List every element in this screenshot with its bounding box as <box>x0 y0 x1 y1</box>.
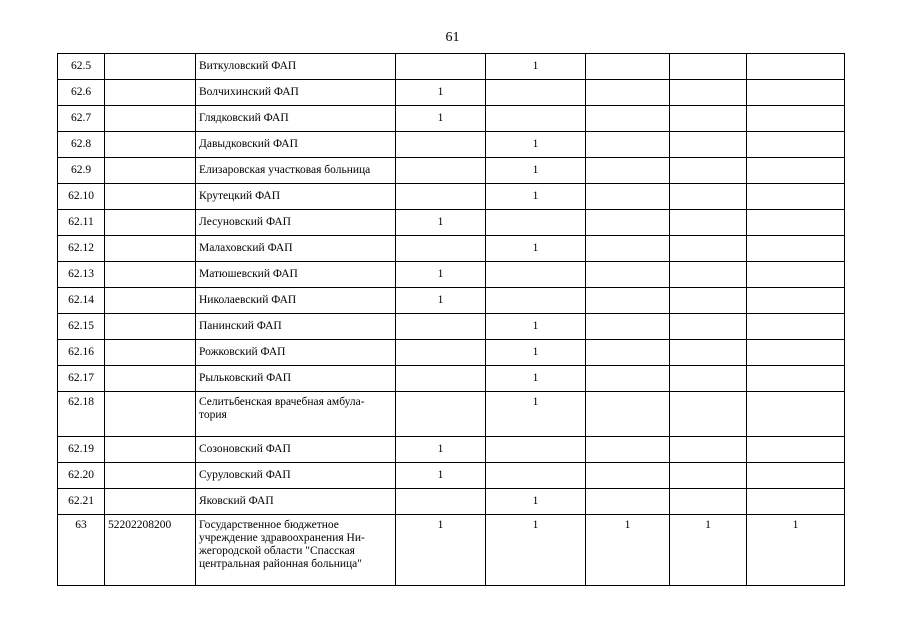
table-row <box>58 515 845 586</box>
row-number: 62.7 <box>58 106 105 132</box>
table-row <box>58 437 845 463</box>
row-value-2: 1 <box>486 236 586 262</box>
row-name-line: Селитьбенская врачебная амбула- <box>199 396 365 408</box>
row-value-2: 1 <box>486 392 586 437</box>
row-name: Лесуновский ФАП <box>196 210 396 236</box>
row-name: Виткуловский ФАП <box>196 54 396 80</box>
row-value-4 <box>670 210 747 236</box>
table-row <box>58 489 845 515</box>
row-number: 62.10 <box>58 184 105 210</box>
row-value-5 <box>747 236 845 262</box>
row-number: 62.12 <box>58 236 105 262</box>
row-value-4 <box>670 236 747 262</box>
row-value-1 <box>396 314 486 340</box>
row-value-5 <box>747 463 845 489</box>
table-row <box>58 132 845 158</box>
row-number: 63 <box>58 515 105 586</box>
row-number: 62.21 <box>58 489 105 515</box>
row-number: 62.9 <box>58 158 105 184</box>
row-value-4 <box>670 262 747 288</box>
row-code <box>105 54 196 80</box>
row-code <box>105 132 196 158</box>
row-value-3 <box>586 437 670 463</box>
table-row <box>58 340 845 366</box>
row-code <box>105 158 196 184</box>
row-code <box>105 262 196 288</box>
row-number: 62.16 <box>58 340 105 366</box>
table-row <box>58 158 845 184</box>
row-number: 62.17 <box>58 366 105 392</box>
row-name <box>196 392 396 437</box>
row-number: 62.14 <box>58 288 105 314</box>
table-row <box>58 366 845 392</box>
data-table <box>57 53 845 586</box>
row-value-2 <box>486 210 586 236</box>
row-value-1: 1 <box>396 288 486 314</box>
row-value-2 <box>486 463 586 489</box>
row-value-2: 1 <box>486 158 586 184</box>
row-code <box>105 210 196 236</box>
row-code <box>105 106 196 132</box>
row-name-line: тория <box>199 409 227 421</box>
row-value-1: 1 <box>396 80 486 106</box>
row-value-1 <box>396 340 486 366</box>
row-value-4 <box>670 314 747 340</box>
row-number: 62.5 <box>58 54 105 80</box>
row-code <box>105 489 196 515</box>
row-name: Суруловский ФАП <box>196 463 396 489</box>
row-value-1: 1 <box>396 262 486 288</box>
row-value-5 <box>747 314 845 340</box>
row-name: Волчихинский ФАП <box>196 80 396 106</box>
row-value-5 <box>747 54 845 80</box>
row-value-2 <box>486 437 586 463</box>
row-value-1: 1 <box>396 106 486 132</box>
row-value-4 <box>670 463 747 489</box>
row-value-3 <box>586 392 670 437</box>
row-value-1 <box>396 132 486 158</box>
row-value-3 <box>586 489 670 515</box>
row-name: Яковский ФАП <box>196 489 396 515</box>
table-row <box>58 314 845 340</box>
row-value-4 <box>670 340 747 366</box>
row-value-4 <box>670 184 747 210</box>
row-value-1 <box>396 158 486 184</box>
row-value-3 <box>586 158 670 184</box>
row-value-5 <box>747 80 845 106</box>
table-row <box>58 392 845 437</box>
row-value-1: 1 <box>396 210 486 236</box>
row-value-4: 1 <box>670 515 747 586</box>
row-number: 62.15 <box>58 314 105 340</box>
table-row <box>58 236 845 262</box>
row-value-4 <box>670 80 747 106</box>
row-number: 62.11 <box>58 210 105 236</box>
row-value-4 <box>670 366 747 392</box>
row-value-3 <box>586 236 670 262</box>
row-name: Елизаровская участковая больница <box>196 158 396 184</box>
table-row <box>58 184 845 210</box>
row-value-4 <box>670 489 747 515</box>
row-code <box>105 366 196 392</box>
row-value-1 <box>396 236 486 262</box>
row-number: 62.20 <box>58 463 105 489</box>
row-value-5 <box>747 437 845 463</box>
row-value-1: 1 <box>396 463 486 489</box>
row-value-3 <box>586 340 670 366</box>
row-value-2: 1 <box>486 314 586 340</box>
row-value-3 <box>586 366 670 392</box>
row-name: Созоновский ФАП <box>196 437 396 463</box>
row-value-5 <box>747 262 845 288</box>
row-value-3 <box>586 132 670 158</box>
row-value-2: 1 <box>486 340 586 366</box>
row-value-2 <box>486 262 586 288</box>
row-value-2: 1 <box>486 184 586 210</box>
row-value-3 <box>586 262 670 288</box>
row-value-4 <box>670 158 747 184</box>
row-number: 62.13 <box>58 262 105 288</box>
row-code <box>105 314 196 340</box>
row-value-2: 1 <box>486 132 586 158</box>
row-value-4 <box>670 54 747 80</box>
table-row <box>58 54 845 80</box>
table-row <box>58 463 845 489</box>
row-name: Рожковский ФАП <box>196 340 396 366</box>
row-value-3: 1 <box>586 515 670 586</box>
row-value-4 <box>670 437 747 463</box>
row-code <box>105 236 196 262</box>
row-name: Глядковский ФАП <box>196 106 396 132</box>
row-value-5 <box>747 489 845 515</box>
row-value-5 <box>747 106 845 132</box>
row-value-3 <box>586 106 670 132</box>
row-value-3 <box>586 288 670 314</box>
row-value-2: 1 <box>486 366 586 392</box>
row-value-5 <box>747 288 845 314</box>
table-row <box>58 262 845 288</box>
row-name: Матюшевский ФАП <box>196 262 396 288</box>
table-row <box>58 106 845 132</box>
row-value-5 <box>747 366 845 392</box>
row-value-5 <box>747 392 845 437</box>
row-value-5 <box>747 158 845 184</box>
row-value-1 <box>396 392 486 437</box>
row-name <box>196 515 396 586</box>
row-code <box>105 340 196 366</box>
page-number: 61 <box>445 30 460 45</box>
table-row <box>58 80 845 106</box>
table-row <box>58 288 845 314</box>
row-name: Панинский ФАП <box>196 314 396 340</box>
row-code <box>105 80 196 106</box>
row-code <box>105 184 196 210</box>
row-value-1 <box>396 489 486 515</box>
row-value-2 <box>486 80 586 106</box>
row-value-5 <box>747 184 845 210</box>
row-code <box>105 288 196 314</box>
row-value-2 <box>486 288 586 314</box>
row-name: Николаевский ФАП <box>196 288 396 314</box>
row-name-line: Государственное бюджетное <box>199 519 339 531</box>
row-name: Давыдковский ФАП <box>196 132 396 158</box>
row-value-1: 1 <box>396 515 486 586</box>
row-value-4 <box>670 392 747 437</box>
row-value-1 <box>396 184 486 210</box>
row-name: Рыльковский ФАП <box>196 366 396 392</box>
row-value-1 <box>396 366 486 392</box>
row-value-1: 1 <box>396 437 486 463</box>
row-name: Малаховский ФАП <box>196 236 396 262</box>
row-name-line: учреждение здравоохранения Ни- <box>199 532 365 544</box>
row-number: 62.8 <box>58 132 105 158</box>
row-name: Крутецкий ФАП <box>196 184 396 210</box>
row-value-3 <box>586 80 670 106</box>
row-value-5 <box>747 210 845 236</box>
row-value-4 <box>670 132 747 158</box>
row-code: 52202208200 <box>105 515 196 586</box>
row-value-3 <box>586 184 670 210</box>
row-code <box>105 463 196 489</box>
row-value-1 <box>396 54 486 80</box>
row-value-4 <box>670 288 747 314</box>
row-name-line: центральная районная больница" <box>199 558 362 570</box>
table-row <box>58 210 845 236</box>
row-code <box>105 437 196 463</box>
row-value-5 <box>747 132 845 158</box>
row-value-3 <box>586 210 670 236</box>
row-number: 62.18 <box>58 392 105 437</box>
row-value-2 <box>486 106 586 132</box>
row-value-2: 1 <box>486 489 586 515</box>
row-value-3 <box>586 463 670 489</box>
row-value-3 <box>586 314 670 340</box>
row-value-4 <box>670 106 747 132</box>
row-value-2: 1 <box>486 515 586 586</box>
row-value-2: 1 <box>486 54 586 80</box>
row-value-5: 1 <box>747 515 845 586</box>
row-number: 62.6 <box>58 80 105 106</box>
row-name-line: жегородской области "Спасская <box>199 545 355 557</box>
row-code <box>105 392 196 437</box>
row-value-3 <box>586 54 670 80</box>
row-value-5 <box>747 340 845 366</box>
row-number: 62.19 <box>58 437 105 463</box>
